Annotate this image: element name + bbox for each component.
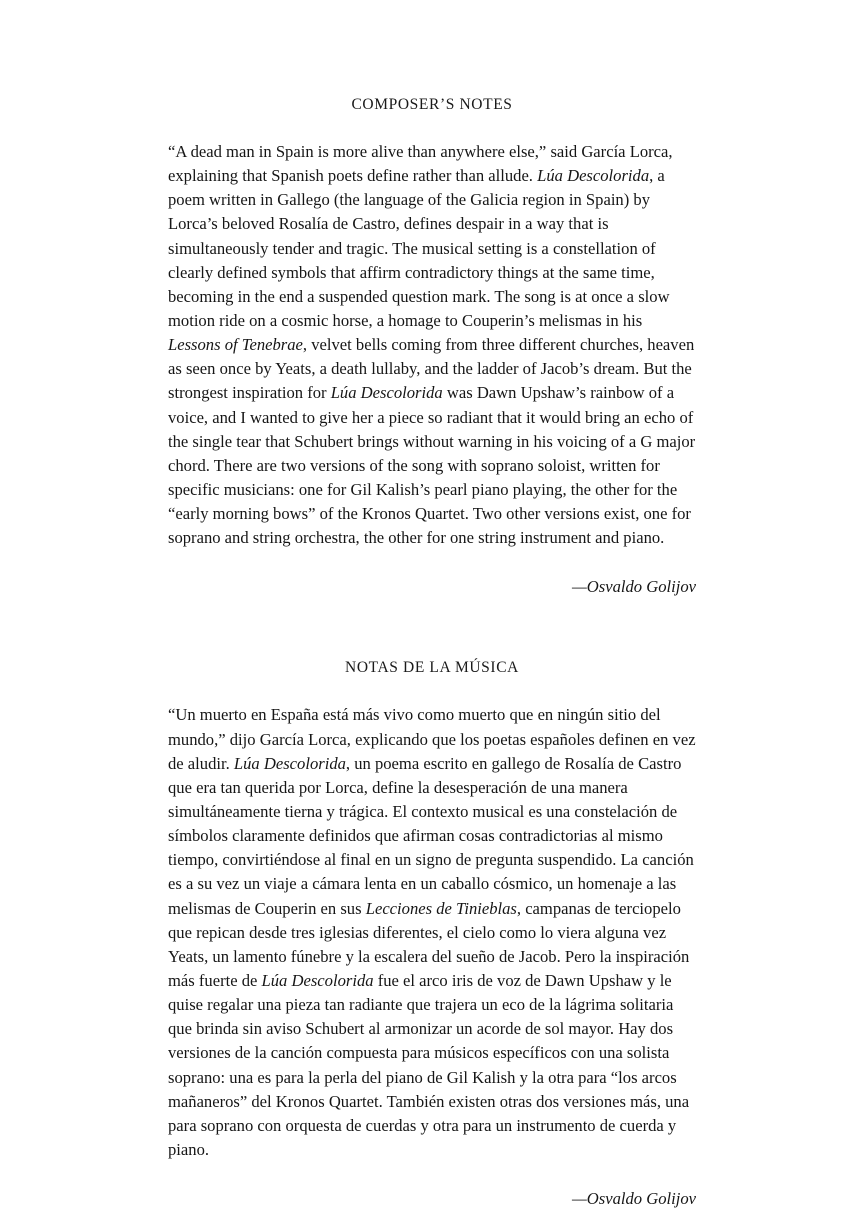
section-heading-composers-notes: COMPOSER’S NOTES [351, 96, 513, 113]
section-body-composers-notes: “A dead man in Spain is more alive than anywhere else,” said García Lorca, explaining that Spanish poets define rather than allude. Lúa Descolorida, a poem written in Gallego (the language of the Galicia region in Spain) by Lorca’s beloved Rosalía de Castro, defines despair in a way that is simultaneously tender and tragic. The musical setting is a constellation of clearly defined symbols that affirm contradictory things at the same time, becoming in the end a suspended question mark. The song is at once a slow motion ride on a cosmic horse, a homage to Couperin’s melismas in his Lessons of Tenebrae, velvet bells coming from three different churches, heaven as seen once by Yeats, a death lullaby, and the ladder of Jacob’s dream. But the strongest inspiration for Lúa Descolorida was Dawn Upshaw’s rainbow of a voice, and I wanted to give her a piece so radiant that it would bring an echo of the single tear that Schubert brings without warning in his voicing of a G major chord. There are two versions of the song with soprano soloist, written for specific musicians: one for Gil Kalish’s pearl piano playing, the other for the “early morning bows” of the Kronos Quartet. Two other versions exist, one for soprano and string orchestra, the other for one string instrument and piano. [168, 142, 696, 548]
signature-composers-notes: —Osvaldo Golijov [572, 577, 696, 597]
section-heading-notas-de-la-musica: NOTAS DE LA MÚSICA [345, 659, 519, 677]
italic-title: Lessons of Tenebrae [168, 335, 303, 355]
italic-title: Lecciones de Tinieblas [365, 898, 517, 918]
section-composers-notes [168, 96, 696, 597]
signature-notas-de-la-musica: —Osvaldo Golijov [572, 1189, 696, 1209]
italic-title: Lúa Descolorida [261, 970, 374, 990]
section-divider-space [168, 597, 696, 659]
section-notas-de-la-musica [168, 659, 696, 1209]
italic-title: Lúa Descolorida [233, 753, 346, 773]
italic-title: Lúa Descolorida [537, 166, 650, 186]
section-body-notas-de-la-musica: “Un muerto en España está más vivo como muerto que en ningún sitio del mundo,” dijo García Lorca, explicando que los poetas españoles definen en vez de aludir. Lúa Descolorida, un poema escrito en gallego de Rosalía de Castro que era tan querida por Lorca, define la desesperación de una manera simultáneamente tierna y trágica. El contexto musical es una constelación de símbolos claramente definidos que afirman cosas contradictorias al mismo tiempo, convirtiéndose al final en un signo de pregunta suspendido. La canción es a su vez un viaje a cámara lenta en un caballo cósmico, un homenaje a las melismas de Couperin en sus Lecciones de Tinieblas, campanas de terciopelo que repican desde tres iglesias diferentes, el cielo como lo viera alguna vez Yeats, un lamento fúnebre y la escalera del sueño de Jacob. Pero la inspiración más fuerte de Lúa Descolorida fue el arco iris de voz de Dawn Upshaw y le quise regalar una pieza tan radiante que trajera un eco de la lágrima solitaria que brinda sin aviso Schubert al armonizar un acorde de sol mayor. Hay dos versiones de la canción compuesta para músicos específicos con una solista soprano: una es para la perla del piano de Gil Kalish y la otra para “los arcos mañaneros” del Kronos Quartet. También existen otras dos versiones más, una para soprano con orquesta de cuerdas y otra para un instrumento de cuerda y piano. [168, 705, 696, 1159]
italic-title: Lúa Descolorida [330, 383, 443, 403]
